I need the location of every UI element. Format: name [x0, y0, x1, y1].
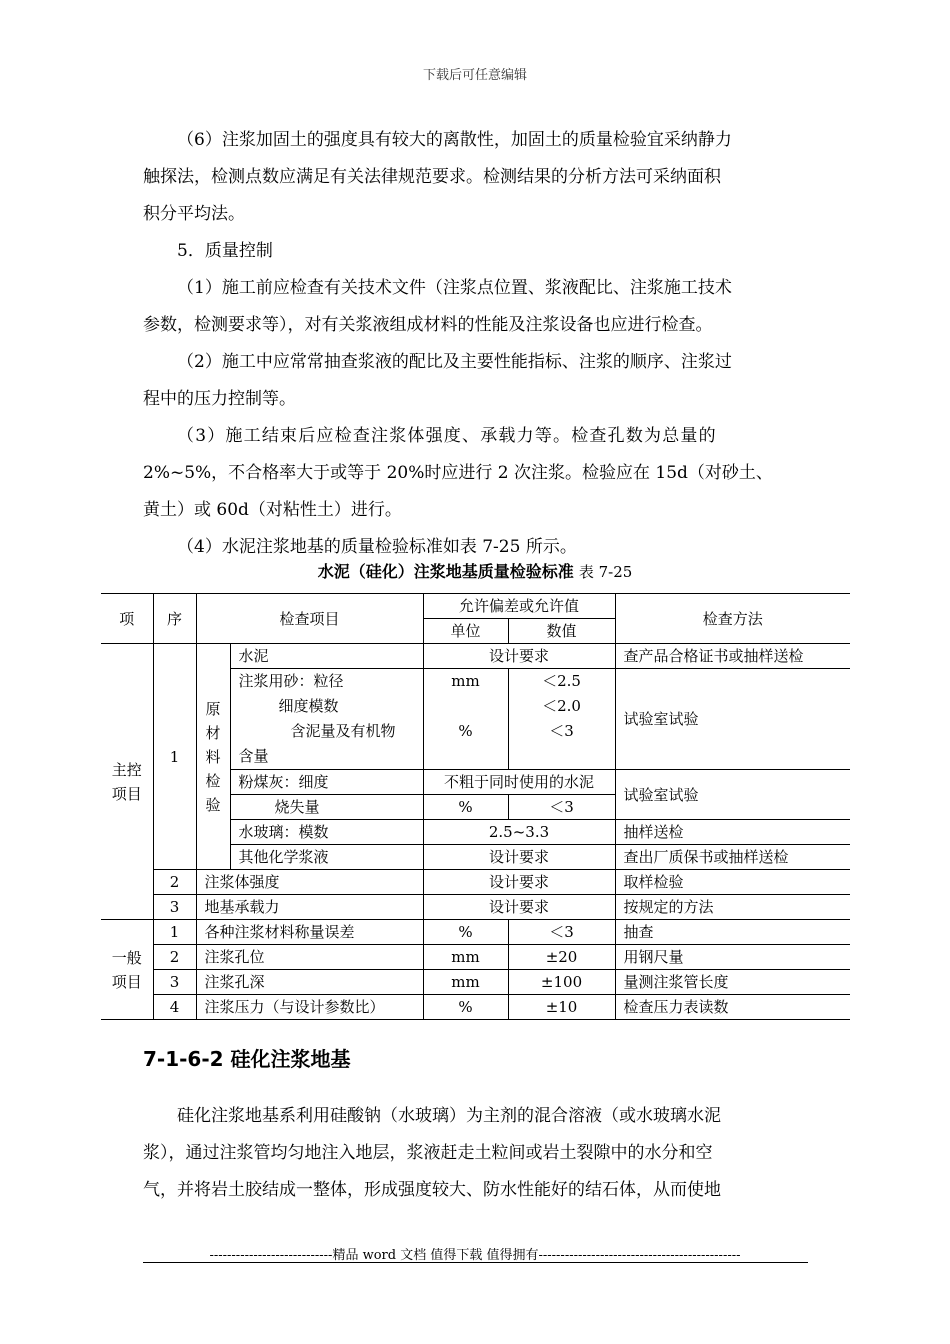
method-cell: 抽查 [615, 920, 850, 945]
item-other-chem: 其他化学浆液 [230, 845, 423, 870]
item-flyash-fineness: 粉煤灰：细度 [230, 770, 423, 795]
item-cement: 水泥 [230, 644, 423, 669]
text-line: 浆），通过注浆管均匀地注入地层，浆液赶走土粒间或岩土裂隙中的水分和空 [143, 1143, 713, 1163]
paragraph-6 [143, 122, 808, 233]
item-hole-depth: 注浆孔深 [196, 970, 423, 995]
unit-cell: mm [423, 945, 508, 970]
item-bearing-capacity: 地基承载力 [196, 895, 423, 920]
raw-material-label: 原 材 料 检 验 [196, 644, 230, 870]
seq-cell: 1 [153, 920, 196, 945]
item-water-glass: 水玻璃：模数 [230, 820, 423, 845]
unit-cell: mm [423, 970, 508, 995]
text-line: 参数，检测要求等），对有关浆液组成材料的性能及注浆设备也应进行检查。 [143, 315, 713, 335]
header-check-item: 检查项目 [196, 594, 423, 644]
paragraph-q3 [143, 418, 808, 529]
seq-cell: 2 [153, 945, 196, 970]
table-header-row [101, 594, 850, 619]
table-number: 表 7-25 [578, 563, 633, 581]
quality-standard-table [101, 593, 850, 1020]
header-method: 检查方法 [615, 594, 850, 644]
item-hole-position: 注浆孔位 [196, 945, 423, 970]
table-caption [0, 560, 950, 584]
flyash-loss-unit: % [423, 795, 508, 820]
item-sand: 注浆用砂：粒径 细度模数 含泥量及有机物 含量 [230, 669, 423, 770]
header-unit: 单位 [423, 619, 508, 644]
sand-values: ＜2.5 ＜2.0 ＜3 [508, 669, 615, 770]
chem-req: 设计要求 [423, 845, 615, 870]
table-row [101, 920, 850, 945]
cement-method: 查产品合格证书或抽样送检 [615, 644, 850, 669]
item-grout-pressure: 注浆压力（与设计参数比） [196, 995, 423, 1020]
text-line: 5．质量控制 [177, 241, 273, 261]
cement-req: 设计要求 [423, 644, 615, 669]
paragraph-q2 [143, 344, 808, 418]
grout-strength-req: 设计要求 [423, 870, 615, 895]
paragraph-silicified [143, 1098, 808, 1209]
text-line: （1）施工前应检查有关技术文件（注浆点位置、浆液配比、注浆施工技术 [177, 278, 732, 298]
method-cell: 量测注浆管长度 [615, 970, 850, 995]
text-line: 2%~5%，不合格率大于或等于 20%时应进行 2 次注浆。检验应在 15d（对砂土、 [143, 463, 773, 483]
text-line: （2）施工中应常常抽查浆液的配比及主要性能指标、注浆的顺序、注浆过 [177, 352, 732, 372]
item-flyash-loss: 烧失量 [230, 795, 423, 820]
text-line: 气，并将岩土胶结成一整体，形成强度较大、防水性能好的结石体，从而使地 [143, 1180, 721, 1200]
page-header: 下载后可任意编辑 [422, 68, 527, 83]
text-line: （6）注浆加固土的强度具有较大的离散性，加固土的质量检验宜采纳静力 [177, 130, 732, 150]
value-cell: ＜3 [508, 920, 615, 945]
footer-divider [143, 1262, 808, 1263]
glass-value: 2.5~3.3 [423, 820, 615, 845]
header-value: 数值 [508, 619, 615, 644]
header-item: 项 [101, 594, 153, 644]
unit-cell: % [423, 920, 508, 945]
text-line: （4）水泥注浆地基的质量检验标准如表 7-25 所示。 [177, 537, 577, 557]
table-row [101, 945, 850, 970]
item-weighing-error: 各种注浆材料称量误差 [196, 920, 423, 945]
flyash-method: 试验室试验 [615, 770, 850, 820]
table-row [101, 644, 850, 669]
table-row [101, 870, 850, 895]
section-heading-quality-control [143, 233, 808, 270]
method-cell: 用钢尺量 [615, 945, 850, 970]
text-line: （3）施工结束后应检查注浆体强度、承载力等。检查孔数为总量的 [177, 426, 717, 446]
group-general: 一般 项目 [101, 920, 153, 1020]
unit-cell: % [423, 995, 508, 1020]
chem-method: 查出厂质保书或抽样送检 [615, 845, 850, 870]
section-heading-silicified-grouting: 7-1-6-2 硅化注浆地基 [143, 1047, 351, 1071]
table-row [101, 970, 850, 995]
value-cell: ±100 [508, 970, 615, 995]
glass-method: 抽样送检 [615, 820, 850, 845]
text-line: 硅化注浆地基系利用硅酸钠（水玻璃）为主剂的混合溶液（或水玻璃水泥 [177, 1106, 721, 1126]
table-row [101, 895, 850, 920]
header-allowed: 允许偏差或允许值 [423, 594, 615, 619]
table-row [101, 995, 850, 1020]
grout-strength-method: 取样检验 [615, 870, 850, 895]
page-footer: ----------------------------精品 word 文档 值得下载 值得拥有---------------------------------------------- [209, 1248, 741, 1263]
value-cell: ±10 [508, 995, 615, 1020]
text-line: 黄土）或 60d（对粘性土）进行。 [143, 500, 402, 520]
flyash-loss-value: ＜3 [508, 795, 615, 820]
group-main-control: 主控 项目 [101, 644, 153, 920]
item-grout-strength: 注浆体强度 [196, 870, 423, 895]
text-line: 积分平均法。 [143, 204, 245, 224]
sand-method: 试验室试验 [615, 669, 850, 770]
seq-cell: 2 [153, 870, 196, 895]
header-seq: 序 [153, 594, 196, 644]
seq-cell: 3 [153, 970, 196, 995]
text-line: 程中的压力控制等。 [143, 389, 296, 409]
seq-cell: 3 [153, 895, 196, 920]
paragraph-q1 [143, 270, 808, 344]
method-cell: 检查压力表读数 [615, 995, 850, 1020]
seq-cell: 4 [153, 995, 196, 1020]
bearing-capacity-req: 设计要求 [423, 895, 615, 920]
flyash-fineness-req: 不粗于同时使用的水泥 [423, 770, 615, 795]
text-line: 触探法，检测点数应满足有关法律规范要求。检测结果的分析方法可采纳面积 [143, 167, 721, 187]
table-title: 水泥（硅化）注浆地基质量检验标准 [317, 562, 574, 581]
value-cell: ±20 [508, 945, 615, 970]
bearing-capacity-method: 按规定的方法 [615, 895, 850, 920]
seq-cell: 1 [153, 644, 196, 870]
sand-units: mm % [423, 669, 508, 770]
